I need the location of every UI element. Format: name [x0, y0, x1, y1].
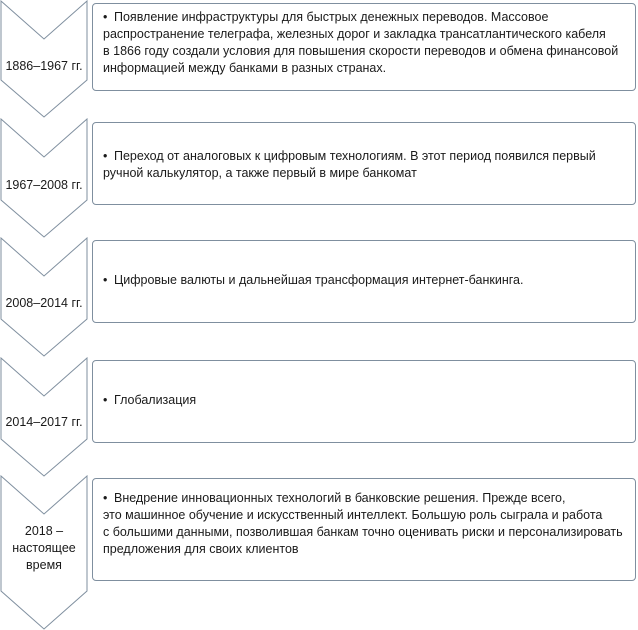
stage-1-period [0, 58, 88, 75]
period-line: 2018 – [24, 524, 64, 538]
bullet: • [103, 149, 108, 163]
bullet: • [103, 393, 108, 407]
period-line: настоящее [12, 541, 76, 555]
period-line: 1886–1967 гг. [5, 59, 83, 73]
stage-3-box [92, 240, 636, 323]
box-line: в 1866 году создали условия для повышения скорости переводов и обмена финансовой [103, 44, 619, 58]
stage-3-chevron [0, 237, 88, 357]
box-line: это машинное обучение и искусственный интеллект. Большую роль сыграла и работа [103, 508, 603, 522]
box-line: • Цифровые валюты и дальнейшая трансформация интернет-банкинга. [103, 273, 524, 287]
box-line: • Внедрение инновационных технологий в банковские решения. Прежде всего, [103, 491, 566, 505]
stage-4-period [0, 414, 88, 431]
period-line: 1967–2008 гг. [5, 178, 83, 192]
box-line: • Переход от аналоговых к цифровым технологиям. В этот период появился первый [103, 149, 596, 163]
box-line: предложения для своих клиентов [103, 542, 299, 556]
bullet: • [103, 10, 108, 24]
bullet: • [103, 273, 108, 287]
box-line: ручной калькулятор, а также первый в мире банкомат [103, 166, 417, 180]
stage-2-chevron [0, 118, 88, 238]
stage-4-box [92, 360, 636, 443]
box-line: распространение телеграфа, железных дорог и закладка трансатлантического кабеля [103, 27, 606, 41]
box-line: информацией между банками в разных странах. [103, 61, 387, 75]
period-line: 2014–2017 гг. [5, 415, 83, 429]
box-line: • Появление инфраструктуры для быстрых денежных переводов. Массовое [103, 10, 549, 24]
stage-5-box [92, 478, 636, 581]
stage-5-chevron [0, 475, 88, 630]
period-line: 2008–2014 гг. [5, 296, 83, 310]
stage-5-period [0, 523, 88, 574]
stage-4-chevron [0, 357, 88, 477]
box-line: с большими данными, позволившая банкам точно оценивать риски и персонализировать [103, 525, 623, 539]
stage-1-box [92, 3, 636, 91]
stage-2-box [92, 122, 636, 205]
stage-2-period [0, 177, 88, 194]
box-line: • Глобализация [103, 393, 197, 407]
stage-3-period [0, 295, 88, 312]
stage-1-chevron [0, 0, 88, 118]
bullet: • [103, 491, 108, 505]
period-line: время [26, 558, 62, 572]
